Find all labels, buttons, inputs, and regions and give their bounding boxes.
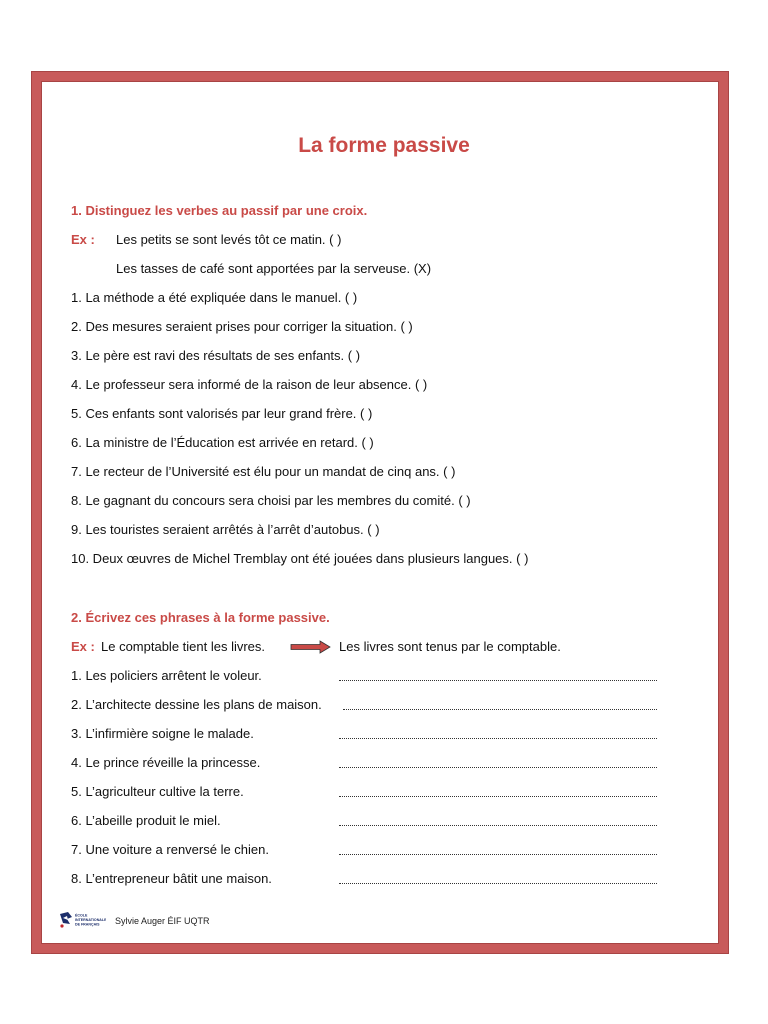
- exercise-item: 1. Les policiers arrêtent le voleur.: [71, 668, 262, 683]
- section2-heading: 2. Écrivez ces phrases à la forme passive.: [71, 610, 330, 625]
- footer-author: Sylvie Auger ÉIF UQTR: [115, 916, 210, 926]
- exercise-item: 8. Le gagnant du concours sera choisi par les membres du comité. ( ): [71, 493, 471, 508]
- exercise-item: 2. L’architecte dessine les plans de maison.: [71, 697, 322, 712]
- section1-heading: 1. Distinguez les verbes au passif par une croix.: [71, 203, 368, 218]
- exercise-item: 1. La méthode a été expliquée dans le manuel. ( ): [71, 290, 358, 305]
- exercise-item: 7. Une voiture a renversé le chien.: [71, 842, 269, 857]
- section1-example: Les petits se sont levés tôt ce matin. ( ): [116, 232, 342, 247]
- exercise-item: 9. Les touristes seraient arrêtés à l’arrêt d’autobus. ( ): [71, 522, 380, 537]
- answer-line[interactable]: [339, 854, 657, 855]
- section2-example-passive: Les livres sont tenus par le comptable.: [339, 639, 561, 654]
- exercise-item: 7. Le recteur de l’Université est élu pour un mandat de cinq ans. ( ): [71, 464, 456, 479]
- svg-text:ÉCOLE: ÉCOLE: [75, 913, 88, 918]
- page-title: La forme passive: [298, 134, 470, 157]
- exercise-item: 10. Deux œuvres de Michel Tremblay ont été jouées dans plusieurs langues. ( ): [71, 551, 529, 566]
- exercise-item: 2. Des mesures seraient prises pour corriger la situation. ( ): [71, 319, 413, 334]
- exercise-item: 8. L’entrepreneur bâtit une maison.: [71, 871, 272, 886]
- answer-line[interactable]: [339, 767, 657, 768]
- answer-line[interactable]: [339, 796, 657, 797]
- section2-ex-label: Ex :: [71, 639, 95, 654]
- answer-line[interactable]: [339, 825, 657, 826]
- exercise-item: 4. Le prince réveille la princesse.: [71, 755, 261, 770]
- exercise-item: 6. La ministre de l’Éducation est arrivée en retard. ( ): [71, 435, 374, 450]
- section1-ex-label: Ex :: [71, 232, 95, 247]
- answer-line[interactable]: [343, 709, 657, 710]
- answer-line[interactable]: [339, 680, 657, 681]
- answer-line[interactable]: [339, 738, 657, 739]
- section2-example-active: Le comptable tient les livres.: [101, 639, 266, 654]
- exercise-item: 4. Le professeur sera informé de la raison de leur absence. ( ): [71, 377, 428, 392]
- section1-example: Les tasses de café sont apportées par la serveuse. (X): [116, 261, 432, 276]
- arrow-right-icon: [290, 640, 331, 654]
- school-logo: [58, 911, 106, 931]
- exercise-item: 5. L’agriculteur cultive la terre.: [71, 784, 244, 799]
- answer-line[interactable]: [339, 883, 657, 884]
- exercise-item: 5. Ces enfants sont valorisés par leur grand frère. ( ): [71, 406, 373, 421]
- svg-text:INTERNATIONALE: INTERNATIONALE: [75, 918, 106, 922]
- exercise-item: 3. L’infirmière soigne le malade.: [71, 726, 254, 741]
- exercise-item: 3. Le père est ravi des résultats de ses enfants. ( ): [71, 348, 361, 363]
- svg-text:DE FRANÇAIS: DE FRANÇAIS: [75, 922, 100, 927]
- exercise-item: 6. L’abeille produit le miel.: [71, 813, 221, 828]
